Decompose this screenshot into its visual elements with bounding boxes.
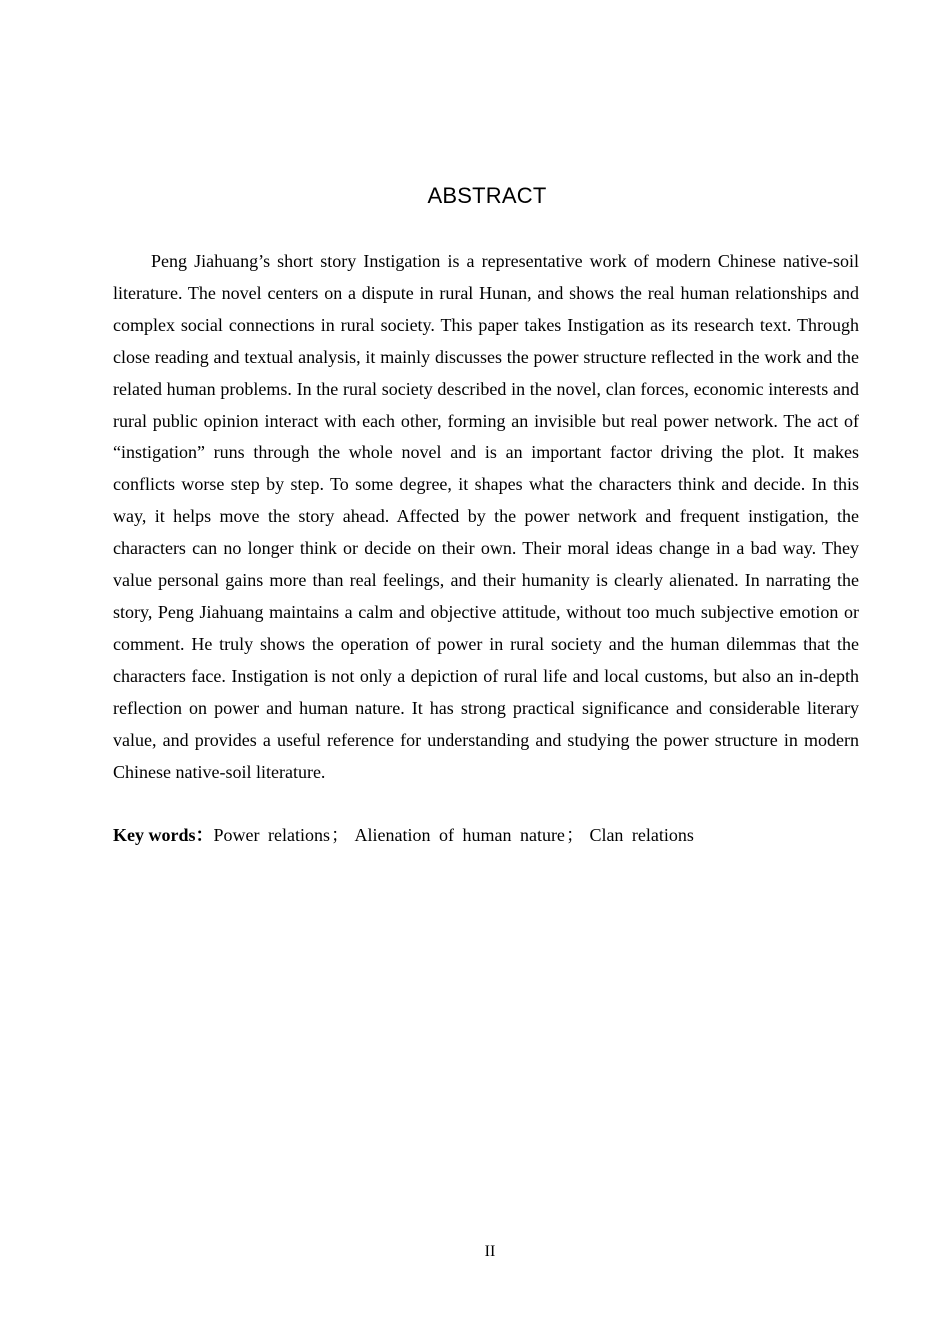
keyword-alienation-of-human-nature: Alienation of human nature [354,825,565,845]
keyword-separator: ； [565,825,584,845]
keywords-line [113,820,859,852]
keywords-label: Key words： [113,825,214,845]
page-number: II [484,1243,496,1260]
abstract-paragraph: Peng Jiahuang’s short story Instigation is a representative work of modern Chinese native-soil literature. The novel centers on a dispute in rural Hunan, and shows the real human relationships and complex social connections in rural society. This paper takes Instigation as its research text. Through close reading and textual analysis, it mainly discusses the power structure reflected in the work and the related human problems. In the rural society described in the novel, clan forces, economic interests and rural public opinion interact with each other, forming an invisible but real power network. The act of “instigation” runs through the whole novel and is an important factor driving the plot. It makes conflicts worse step by step. To some degree, it shapes what the characters think and decide. In this way, it helps move the story ahead. Affected by the power network and frequent instigation, the characters can no longer think or decide on their own. Their moral ideas change in a bad way. They value personal gains more than real feelings, and their humanity is clearly alienated. In narrating the story, Peng Jiahuang maintains a calm and objective attitude, without too much subjective emotion or comment. He truly shows the operation of power in rural society and the human dilemmas that the characters face. Instigation is not only a depiction of rural life and local customs, but also an in-depth reflection on power and human nature. It has strong practical significance and considerable literary value, and provides a useful reference for understanding and studying the power structure in modern Chinese native-soil literature. [113,251,859,782]
keyword-clan-relations: Clan relations [589,825,694,845]
keyword-power-relations: Power relations [213,825,330,845]
keyword-separator: ； [330,825,349,845]
abstract-title: ABSTRACT [427,183,547,208]
